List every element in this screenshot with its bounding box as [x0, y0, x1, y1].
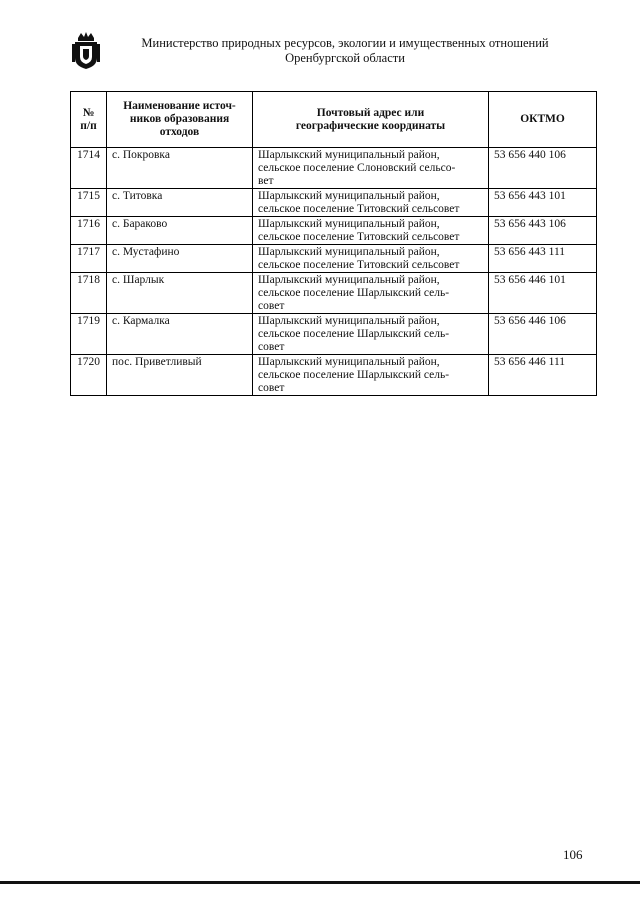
address-line: совет: [258, 382, 285, 394]
oktmo-code: 53 656 440 106: [489, 148, 597, 189]
oktmo-code: 53 656 443 106: [489, 217, 597, 245]
column-header-oktmo: ОКТМО: [489, 92, 597, 148]
source-name: пос. Приветливый: [107, 355, 253, 396]
address-line: сельское поселение Титовский сельсовет: [258, 231, 460, 243]
column-header-number: № п/п: [71, 92, 107, 148]
address-line: сельское поселение Титовский сельсовет: [258, 259, 460, 271]
row-number: 1717: [71, 245, 107, 273]
address-line: Шарлыкский муниципальный район,: [258, 149, 440, 161]
page-number: 106: [563, 847, 583, 862]
table-row: [71, 189, 597, 217]
oblast-coat-of-arms-icon: [72, 30, 100, 70]
column-header-address: Почтовый адрес или географические координаты: [253, 92, 489, 148]
postal-address: [253, 189, 489, 217]
oktmo-code: 53 656 446 111: [489, 355, 597, 396]
source-name: с. Мустафино: [107, 245, 253, 273]
table-header-row: [71, 92, 597, 148]
table-row: [71, 273, 597, 314]
address-line: совет: [258, 341, 285, 353]
source-name: с. Кармалка: [107, 314, 253, 355]
source-name: с. Покровка: [107, 148, 253, 189]
row-number: 1716: [71, 217, 107, 245]
table-row: [71, 314, 597, 355]
row-number: 1715: [71, 189, 107, 217]
oktmo-code: 53 656 443 101: [489, 189, 597, 217]
row-number: 1719: [71, 314, 107, 355]
ministry-header: [110, 36, 580, 66]
row-number: 1720: [71, 355, 107, 396]
oktmo-code: 53 656 446 106: [489, 314, 597, 355]
column-header-name: Наименование источ- ников образования отходов: [107, 92, 253, 148]
table-row: [71, 245, 597, 273]
address-line: сельское поселение Слоновский сельсо-: [258, 162, 456, 174]
postal-address: [253, 245, 489, 273]
address-line: вет: [258, 175, 274, 187]
row-number: 1718: [71, 273, 107, 314]
postal-address: [253, 355, 489, 396]
ministry-title-line-2: Оренбургской области: [285, 51, 405, 65]
table-row: [71, 217, 597, 245]
postal-address: [253, 314, 489, 355]
address-line: сельское поселение Титовский сельсовет: [258, 203, 460, 215]
address-line: Шарлыкский муниципальный район,: [258, 190, 440, 202]
postal-address: [253, 217, 489, 245]
oktmo-code: 53 656 446 101: [489, 273, 597, 314]
address-line: Шарлыкский муниципальный район,: [258, 246, 440, 258]
table-row: [71, 148, 597, 189]
postal-address: [253, 273, 489, 314]
address-line: сельское поселение Шарлыкский сель-: [258, 328, 450, 340]
address-line: Шарлыкский муниципальный район,: [258, 315, 440, 327]
row-number: 1714: [71, 148, 107, 189]
footer-divider: [0, 881, 640, 884]
postal-address: [253, 148, 489, 189]
address-line: Шарлыкский муниципальный район,: [258, 274, 440, 286]
address-line: Шарлыкский муниципальный район,: [258, 356, 440, 368]
source-name: с. Титовка: [107, 189, 253, 217]
address-line: сельское поселение Шарлыкский сель-: [258, 369, 450, 381]
address-line: сельское поселение Шарлыкский сель-: [258, 287, 450, 299]
oktmo-code: 53 656 443 111: [489, 245, 597, 273]
source-name: с. Бараково: [107, 217, 253, 245]
waste-sources-table: [70, 91, 597, 396]
address-line: Шарлыкский муниципальный район,: [258, 218, 440, 230]
table-row: [71, 355, 597, 396]
source-name: с. Шарлык: [107, 273, 253, 314]
ministry-title-line-1: Министерство природных ресурсов, экологии и имущественных отношений: [141, 36, 549, 50]
address-line: совет: [258, 300, 285, 312]
